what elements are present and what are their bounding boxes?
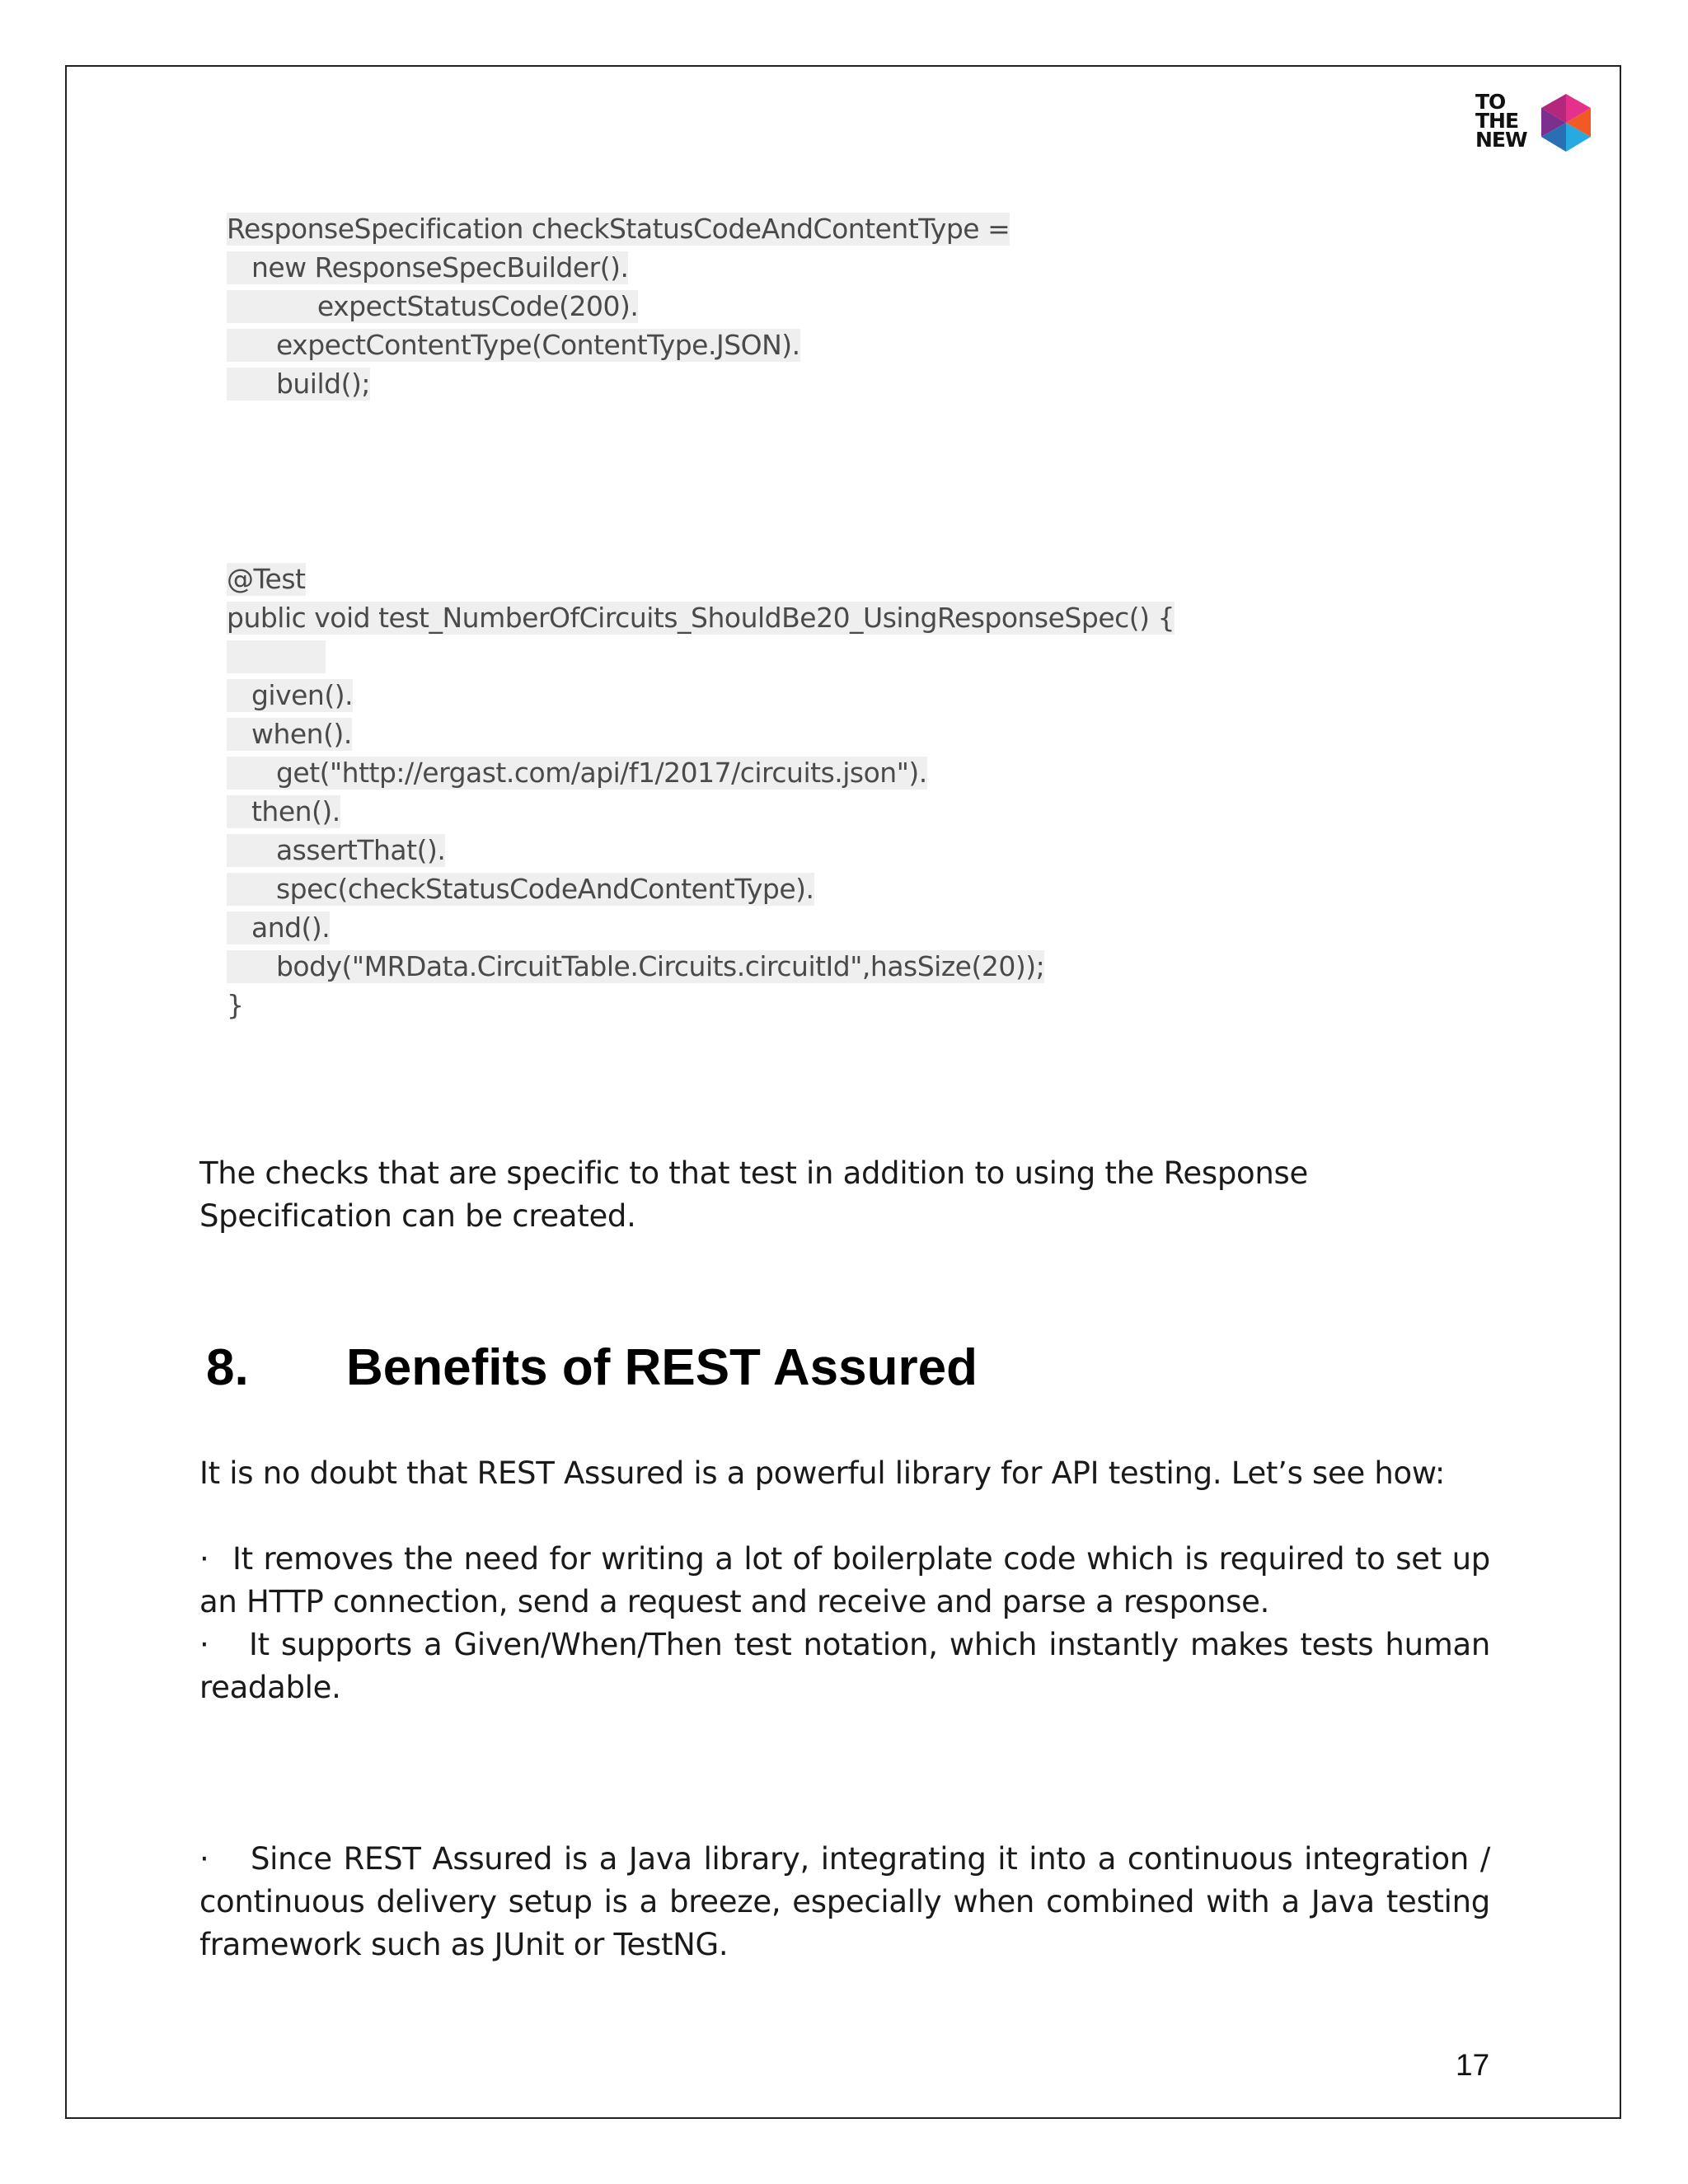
paragraph-response-spec-checks: The checks that are specific to that test in addition to using the Response Specification can be created.: [199, 1155, 1308, 1234]
code-line: public void test_NumberOfCircuits_ShouldBe20_UsingResponseSpec() {: [227, 602, 1175, 634]
bullet-text: It supports a Given/When/Then test notation, which instantly makes tests human readable.: [199, 1627, 1490, 1705]
code-line: assertThat().: [227, 834, 446, 866]
bullet-dot-icon: ·: [199, 1841, 209, 1877]
bullet-item: [199, 1838, 1490, 1966]
code-line: [227, 640, 326, 673]
section-heading: [206, 1335, 978, 1401]
page-number: 17: [1456, 2048, 1490, 2082]
logo-line-3: NEW: [1475, 128, 1527, 152]
code-line: build();: [227, 368, 370, 400]
logo-hexagon-icon: [1538, 92, 1594, 153]
code-line: and().: [227, 912, 331, 944]
company-logo: [1475, 92, 1599, 155]
code-line: when().: [227, 718, 352, 750]
logo-line-2: THE: [1475, 109, 1519, 133]
code-line: get("http://ergast.com/api/f1/2017/circuits.json").: [227, 757, 927, 789]
logo-line-1: TO: [1475, 90, 1506, 114]
intro-paragraph: It is no doubt that REST Assured is a powerful library for API testing. Let’s see how:: [199, 1455, 1445, 1491]
section-title: Benefits of REST Assured: [346, 1339, 978, 1396]
code-line: body("MRData.CircuitTable.Circuits.circuitId",hasSize(20));: [227, 950, 1045, 982]
code-line: new ResponseSpecBuilder().: [227, 251, 629, 284]
section-number: 8.: [206, 1339, 249, 1396]
code-line: then().: [227, 795, 340, 827]
code-line: @Test: [227, 563, 306, 595]
bullet-text: It removes the need for writing a lot of boilerplate code which is required to set up an HTTP connection, send a request and receive and parse a response.: [199, 1541, 1490, 1619]
bullet-item: [199, 1538, 1490, 1624]
logo-wordmark: [1475, 90, 1533, 152]
code-line: expectContentType(ContentType.JSON).: [227, 329, 800, 361]
code-line: ResponseSpecification checkStatusCodeAndContentType =: [227, 213, 1010, 245]
code-line: spec(checkStatusCodeAndContentType).: [227, 873, 814, 905]
bullet-dot-icon: ·: [199, 1627, 209, 1662]
code-line: given().: [227, 679, 354, 711]
code-line: }: [227, 989, 244, 1021]
code-line: expectStatusCode(200).: [227, 290, 639, 322]
bullet-item: [199, 1624, 1490, 1709]
bullet-text: Since REST Assured is a Java library, integrating it into a continuous integration / continuous delivery setup is a breeze, especially when combined with a Java testing framework such as JUnit or TestNG.: [199, 1841, 1490, 1962]
bullet-dot-icon: ·: [199, 1541, 209, 1577]
